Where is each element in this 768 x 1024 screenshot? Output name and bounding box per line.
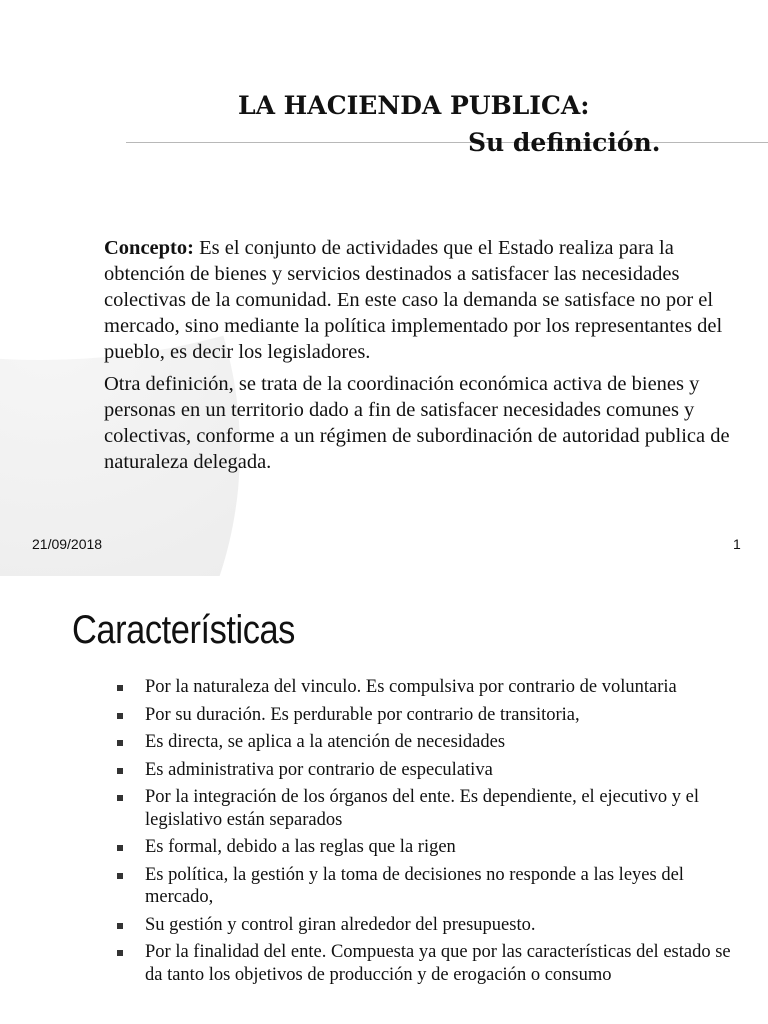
list-item-text: Por su duración. Es perdurable por contrario de transitoria, [145,704,580,725]
bullet-icon [117,923,123,929]
list-item-text: Por la finalidad del ente. Compuesta ya que por las características del estado se da tanto los objetivos de producción y de erogación o consumo [145,942,731,985]
list-item-text: Por la naturaleza del vinculo. Es compulsiva por contrario de voluntaria [145,677,677,697]
title-divider [126,142,768,143]
list-item [114,941,734,986]
footer-date: 21/09/2018 [32,536,103,552]
bullet-icon [117,685,123,691]
list-item [114,676,734,699]
list-item-text: Por la integración de los órganos del ente. Es dependiente, el ejecutivo y el legislativo están separados [145,787,699,830]
bullet-icon [117,713,123,719]
bullet-list [114,676,734,991]
bullet-icon [117,768,123,774]
concepto-label: Concepto: [104,237,194,259]
bullet-icon [117,740,123,746]
bullet-icon [117,845,123,851]
footer-page-number: 1 [733,536,741,552]
list-item-text: Es administrativa por contrario de especulativa [145,759,493,780]
otra-definicion-paragraph: Otra definición, se trata de la coordinación económica activa de bienes y personas en un territorio dado a fin de satisfacer necesidades comunes y colectivas, conforme a un régimen de subordinación de autoridad publica de naturaleza delegada. [104,373,730,473]
slide-subtitle: Su definición. [468,128,661,157]
list-item [114,914,734,937]
list-item [114,864,734,909]
list-item [114,786,734,831]
slide-heading: Características [72,608,295,652]
list-item [114,836,734,859]
bullet-icon [117,795,123,801]
list-item-text: Su gestión y control giran alrededor del presupuesto. [145,914,536,935]
list-item [114,759,734,782]
slide-separator [0,576,768,590]
bullet-icon [117,873,123,879]
slide-title: LA HACIENDA PUBLICA: [238,91,590,120]
slide-2 [0,590,768,1024]
list-item-text: Es política, la gestión y la toma de decisiones no responde a las leyes del mercado, [145,864,684,907]
bullet-icon [117,950,123,956]
list-item [114,704,734,727]
list-item-text: Es directa, se aplica a la atención de necesidades [145,732,506,752]
list-item-text: Es formal, debido a las reglas que la rigen [145,837,456,857]
list-item [114,731,734,754]
concepto-paragraph [104,235,754,365]
concepto-text: Es el conjunto de actividades que el Estado realiza para la obtención de bienes y servicios destinados a satisfacer las necesidades colectivas de la comunidad. En este caso la demanda se satisface no por el mercado, sino mediante la política implementado por los representantes del pueblo, es decir los legisladores. [104,237,723,363]
slide-body [104,235,754,481]
